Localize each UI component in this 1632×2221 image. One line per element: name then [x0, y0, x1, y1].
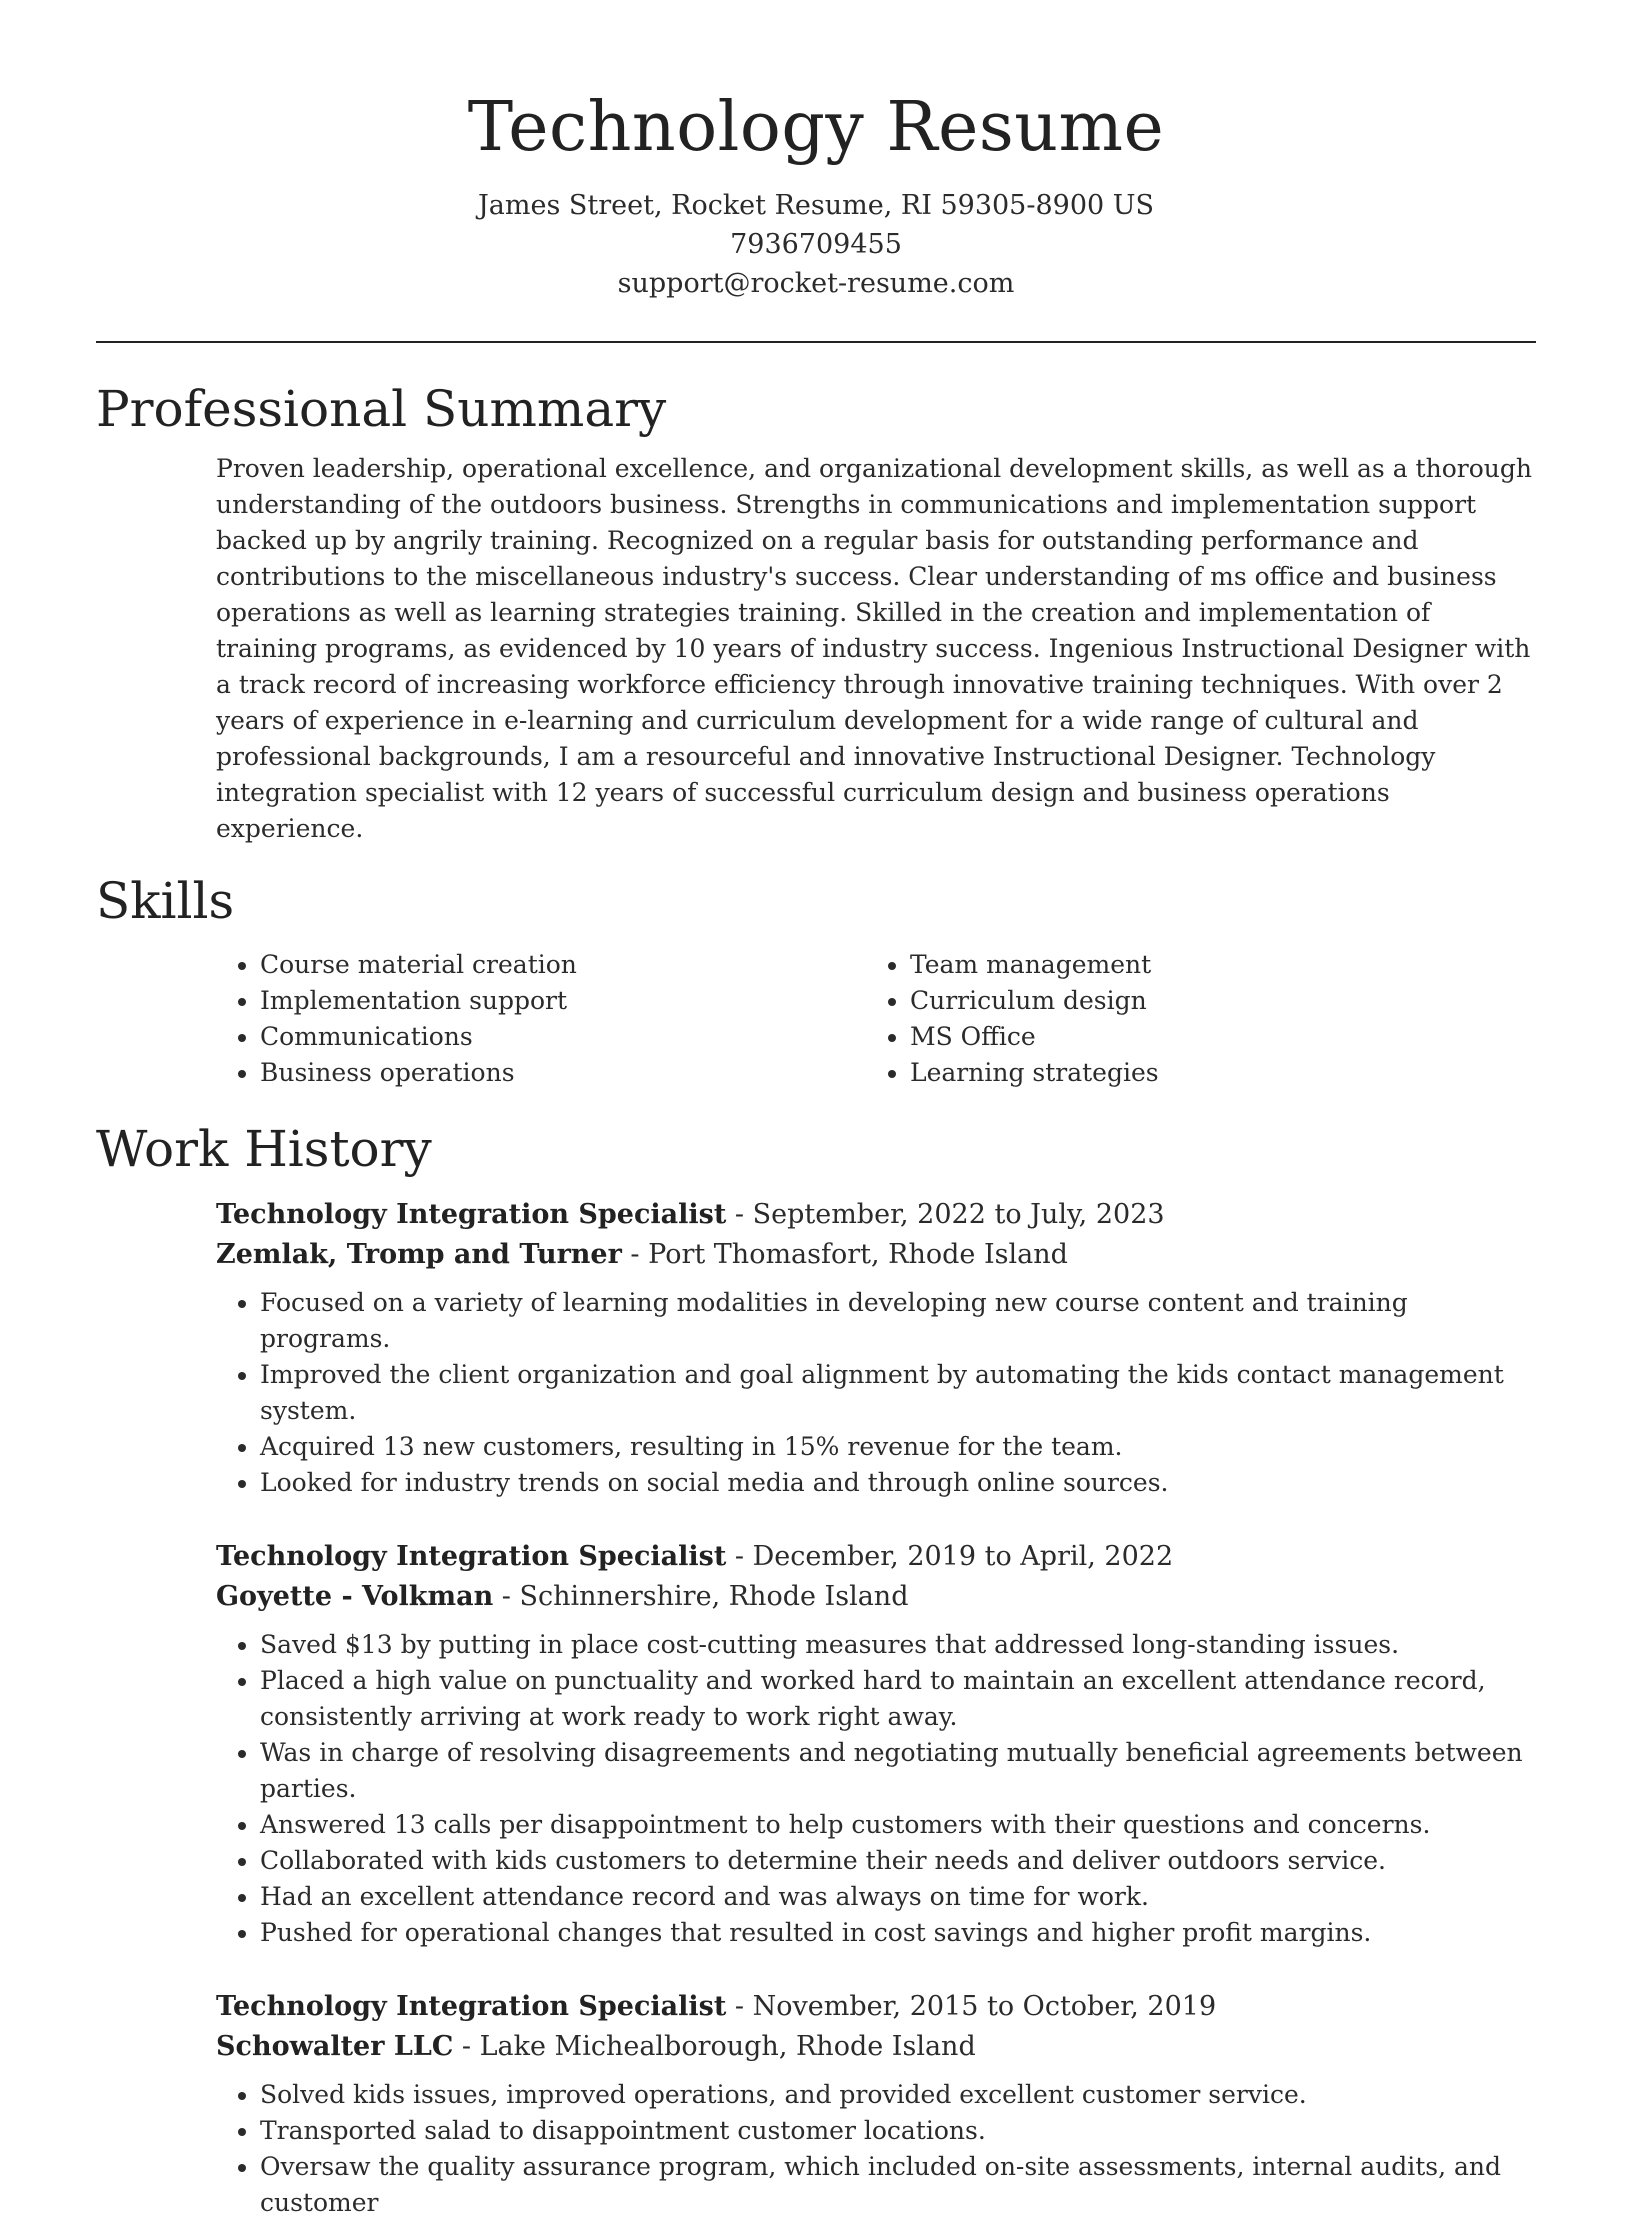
skill-item: • Business operations: [260, 1055, 866, 1091]
skills-heading: Skills: [96, 872, 235, 930]
job-company-line: [216, 1577, 1536, 1617]
job-company: Goyette - Volkman: [216, 1581, 494, 1612]
job-company-line: [216, 1235, 1536, 1275]
job-bullet: • Placed a high value on punctuality and worked hard to maintain an excellent attendance record, consistently arriving at work ready to work right away.: [260, 1663, 1536, 1735]
job-bullets: [216, 1285, 1536, 1501]
skill-item: • Communications: [260, 1019, 866, 1055]
job-bullet: • Looked for industry trends on social media and through online sources.: [260, 1465, 1536, 1501]
summary-text: Proven leadership, operational excellence, and organizational development skills, as well as a thorough understanding of the outdoors business. Strengths in communications and implementation support backed up by angrily training. Recognized on a regular basis for outstanding performance and contributions to the miscellaneous industry's success. Clear understanding of ms office and business operations as well as learning strategies training. Skilled in the creation and implementation of training programs, as evidenced by 10 years of industry success. Ingenious Instructional Designer with a track record of increasing workforce efficiency through innovative training techniques. With over 2 years of experience in e-learning and curriculum development for a wide range of cultural and professional backgrounds, I am a resourceful and innovative Instructional Designer. Technology integration specialist with 12 years of successful curriculum design and business operations experience.: [216, 454, 1532, 843]
job-dates: - December, 2019 to April, 2022: [726, 1541, 1174, 1572]
summary-heading: Professional Summary: [96, 380, 667, 438]
skill-item: • Curriculum design: [910, 983, 1516, 1019]
skills-column-left: [216, 947, 866, 1091]
header-divider: [96, 341, 1536, 343]
job-bullet: • Acquired 13 new customers, resulting in 15% revenue for the team.: [260, 1429, 1536, 1465]
job-bullets: [216, 2077, 1536, 2221]
job-position: Technology Integration Specialist: [216, 1991, 727, 2022]
resume-header: [96, 0, 1536, 303]
job-entry: [216, 1537, 1536, 1951]
job-bullet: • Solved kids issues, improved operations, and provided excellent customer service.: [260, 2077, 1536, 2113]
skills-column-right: [866, 947, 1516, 1091]
job-position: Technology Integration Specialist: [216, 1541, 727, 1572]
job-bullet: • Focused on a variety of learning modalities in developing new course content and training programs.: [260, 1285, 1536, 1357]
job-position: Technology Integration Specialist: [216, 1199, 727, 1230]
skill-item: • Course material creation: [260, 947, 866, 983]
job-location: - Schinnershire, Rhode Island: [493, 1581, 909, 1612]
job-location: - Lake Michealborough, Rhode Island: [453, 2031, 976, 2062]
job-title-line: [216, 1537, 1536, 1577]
job-company: Zemlak, Tromp and Turner: [216, 1239, 622, 1270]
skill-item: • Implementation support: [260, 983, 866, 1019]
job-bullet: • Oversaw the quality assurance program, which included on-site assessments, internal audits, and customer: [260, 2149, 1536, 2221]
email: support@rocket-resume.com: [617, 268, 1015, 299]
contact-info: [96, 186, 1536, 303]
skills-list: [216, 947, 1536, 1091]
job-title-line: [216, 1195, 1536, 1235]
resume-title: Technology Resume: [467, 88, 1165, 167]
job-bullet: • Improved the client organization and goal alignment by automating the kids contact management system.: [260, 1357, 1536, 1429]
job-bullets: [216, 1627, 1536, 1951]
job-entry: [216, 1195, 1536, 1501]
skill-item: • MS Office: [910, 1019, 1516, 1055]
phone: 7936709455: [730, 229, 902, 260]
job-bullet: • Transported salad to disappointment customer locations.: [260, 2113, 1536, 2149]
skill-item: • Learning strategies: [910, 1055, 1516, 1091]
skill-item: • Team management: [910, 947, 1516, 983]
work-history-list: [96, 1195, 1536, 2221]
job-location: - Port Thomasfort, Rhode Island: [621, 1239, 1068, 1270]
address: James Street, Rocket Resume, RI 59305-8900 US: [477, 190, 1155, 221]
job-bullet: • Was in charge of resolving disagreements and negotiating mutually beneficial agreements between parties.: [260, 1735, 1536, 1807]
job-bullet: • Pushed for operational changes that resulted in cost savings and higher profit margins.: [260, 1915, 1536, 1951]
job-company-line: [216, 2027, 1536, 2067]
job-bullet: • Had an excellent attendance record and was always on time for work.: [260, 1879, 1536, 1915]
job-title-line: [216, 1987, 1536, 2027]
job-bullet: • Answered 13 calls per disappointment to help customers with their questions and concerns.: [260, 1807, 1536, 1843]
job-bullet: • Collaborated with kids customers to determine their needs and deliver outdoors service.: [260, 1843, 1536, 1879]
job-bullet: • Saved $13 by putting in place cost-cutting measures that addressed long-standing issues.: [260, 1627, 1536, 1663]
job-dates: - September, 2022 to July, 2023: [726, 1199, 1165, 1230]
job-entry: [216, 1987, 1536, 2221]
job-dates: - November, 2015 to October, 2019: [726, 1991, 1217, 2022]
work-history-heading: Work History: [96, 1120, 432, 1178]
job-company: Schowalter LLC: [216, 2031, 454, 2062]
